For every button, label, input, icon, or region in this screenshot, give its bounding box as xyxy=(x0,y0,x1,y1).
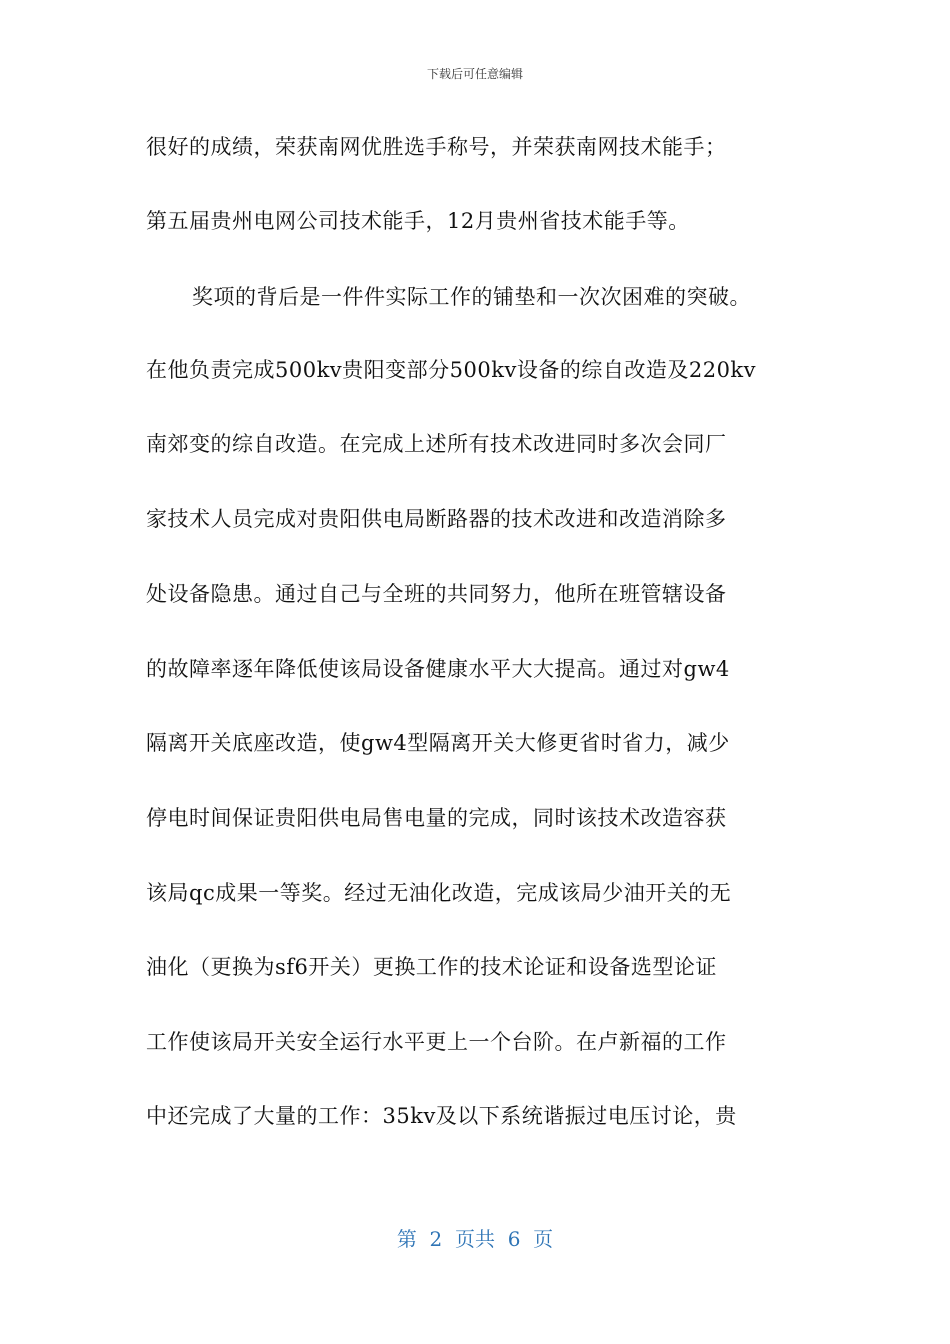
page-footer: 第 2 页共 6 页 xyxy=(396,1227,554,1251)
text-line: 很好的成绩，荣获南网优胜选手称号，并荣获南网技术能手； xyxy=(146,135,727,159)
text-line: 第五届贵州电网公司技术能手，12月贵州省技术能手等。 xyxy=(146,209,690,233)
text-line: 处设备隐患。通过自己与全班的共同努力，他所在班管辖设备 xyxy=(146,582,727,606)
text-line: 南郊变的综自改造。在完成上述所有技术改进同时多次会同厂 xyxy=(146,432,727,456)
text-line: 奖项的背后是一件件实际工作的铺垫和一次次困难的突破。 xyxy=(192,285,751,309)
text-line: 隔离开关底座改造，使gw4型隔离开关大修更省时省力，减少 xyxy=(146,731,730,755)
text-line: 中还完成了大量的工作：35kv及以下系统谐振过电压讨论，贵 xyxy=(146,1104,737,1128)
text-line: 油化（更换为sf6开关）更换工作的技术论证和设备选型论证 xyxy=(146,955,717,979)
text-line: 在他负责完成500kv贵阳变部分500kv设备的综自改造及220kv xyxy=(146,358,757,382)
text-line: 家技术人员完成对贵阳供电局断路器的技术改进和改造消除多 xyxy=(146,507,727,531)
page-header: 下载后可任意编辑 xyxy=(426,67,523,81)
text-line: 的故障率逐年降低使该局设备健康水平大大提高。通过对gw4 xyxy=(146,657,730,681)
text-line: 停电时间保证贵阳供电局售电量的完成，同时该技术改造容获 xyxy=(146,806,727,830)
text-line: 工作使该局开关安全运行水平更上一个台阶。在卢新福的工作 xyxy=(146,1030,727,1054)
text-line: 该局qc成果一等奖。经过无油化改造，完成该局少油开关的无 xyxy=(146,881,732,905)
